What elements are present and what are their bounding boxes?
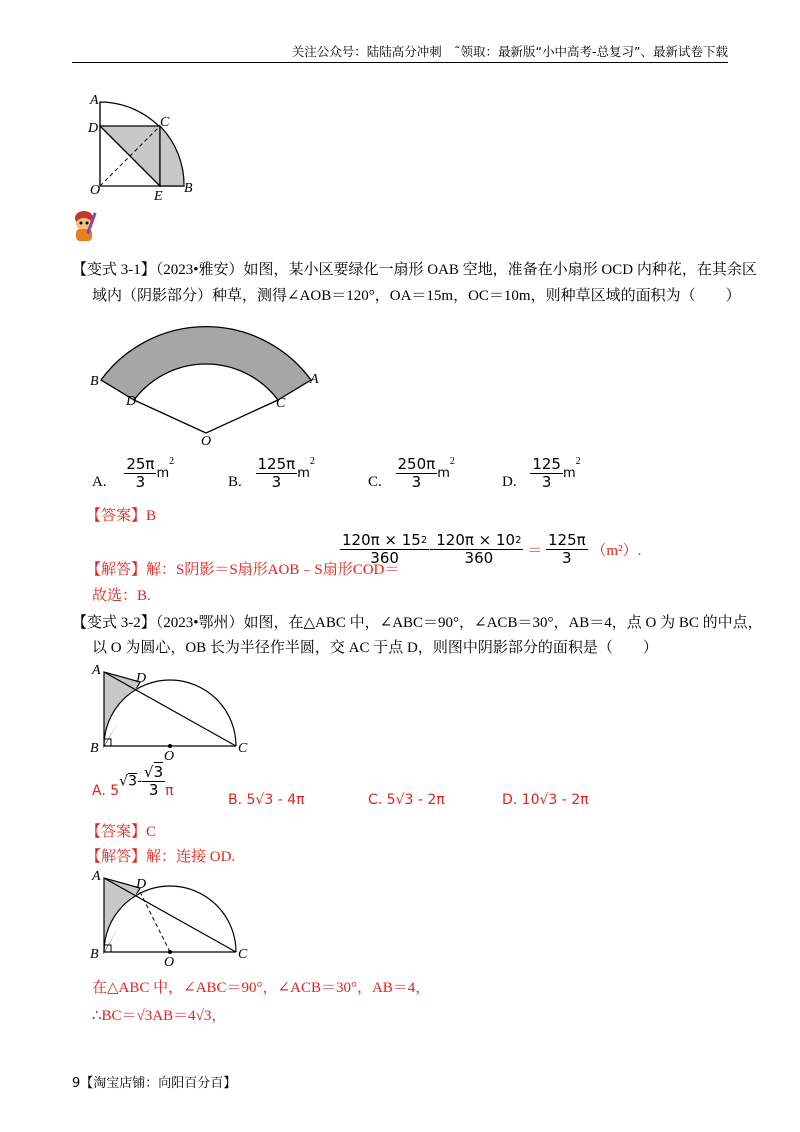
- label-O: O: [164, 749, 175, 764]
- q31-option-c: C. $\frac{250\pi}{3}$ $m^2$: [368, 455, 455, 491]
- label-D: D: [136, 671, 147, 686]
- label-B: B: [90, 374, 99, 389]
- label-C: C: [238, 947, 248, 962]
- q32-line2: 以 O 为圆心，OB 长为半径作半圆，交 AC 于点 D，则图中阴影部分的面积是（ ）: [92, 640, 658, 656]
- label-D: D: [126, 394, 137, 409]
- q31-line1: 【变式 3-1】（2023•雅安）如图，某小区要绿化一扇形 OAB 空地，准备在小扇形 OCD 内种花，在其余区: [72, 262, 757, 278]
- header-text: 关注公众号：陆陆高分冲刺 ˜领取：最新版“小中高考-总复习”、最新试卷下载: [291, 44, 728, 59]
- figure-semicircle: [88, 662, 258, 762]
- figure-semicircle-solution: [88, 868, 258, 968]
- q32-step2: ∴BC＝√3AB＝4√3，: [92, 1008, 227, 1024]
- mascot-icon: [70, 208, 98, 244]
- label-C: C: [276, 396, 286, 411]
- q31-solution-prefix: 【解答】解：S阴影＝S扇形AOB﹣S扇形COD＝: [86, 562, 400, 578]
- q32-line1: 【变式 3-2】（2023•鄂州）如图，在△ABC 中，∠ABC＝90°，∠ACB＝30°，AB＝4，点 O 为 BC 的中点，: [72, 615, 763, 631]
- q31-answer: 【答案】B: [86, 508, 157, 524]
- q31-line2: 域内（阴影部分）种草，测得∠AOB＝120°，OA＝15m，OC＝10m，则种草区域的面积为（ ）: [92, 288, 741, 304]
- label-C: C: [238, 741, 248, 756]
- q32-solution: 【解答】解：连接 OD.: [86, 849, 236, 865]
- q31-option-a: A. $\frac{25\pi}{3}$ $m^2$: [92, 455, 175, 491]
- q32-step1: 在△ABC 中，∠ABC＝90°，∠ACB＝30°，AB＝4，: [92, 980, 431, 996]
- label-E: E: [154, 189, 163, 204]
- q31-conclusion: 故选：B.: [92, 588, 151, 604]
- figure-sector: [88, 305, 328, 449]
- label-A: A: [90, 93, 99, 108]
- label-B: B: [184, 181, 193, 196]
- q31-option-b: B. $\frac{125\pi}{3}$ $m^2$: [228, 455, 315, 491]
- q32-option-b: B. 5√3 - 4π: [228, 792, 305, 808]
- label-D: D: [88, 121, 99, 136]
- label-A: A: [92, 869, 101, 884]
- label-O: O: [164, 955, 175, 970]
- figure-quarter-circle: [88, 92, 208, 202]
- label-B: B: [90, 741, 99, 756]
- label-O: O: [90, 183, 101, 198]
- q32-option-c: C. 5√3 - 2π: [368, 792, 445, 808]
- q32-answer: 【答案】C: [86, 824, 157, 840]
- q31-solution-formula: $\frac{120\pi \times 15^2}{360}$ - $\frac{120\pi \times 10^2}{360}$ ＝ $\frac{125\pi}{3}$ （m²）.: [342, 531, 642, 567]
- label-O: O: [201, 434, 212, 449]
- label-D: D: [136, 877, 147, 892]
- q31-option-d: D. $\frac{125}{3}$ $m^2$: [502, 455, 581, 491]
- label-A: A: [310, 372, 319, 387]
- page-header: [72, 44, 728, 63]
- label-B: B: [90, 947, 99, 962]
- q32-option-a: A. 5√3- $\frac{√3}{3}$ π: [92, 763, 174, 799]
- label-C: C: [160, 115, 170, 130]
- q32-option-d: D. 10√3 - 2π: [502, 792, 589, 808]
- label-A: A: [92, 663, 101, 678]
- page-footer: 9【淘宝店铺：向阳百分百】: [72, 1076, 237, 1091]
